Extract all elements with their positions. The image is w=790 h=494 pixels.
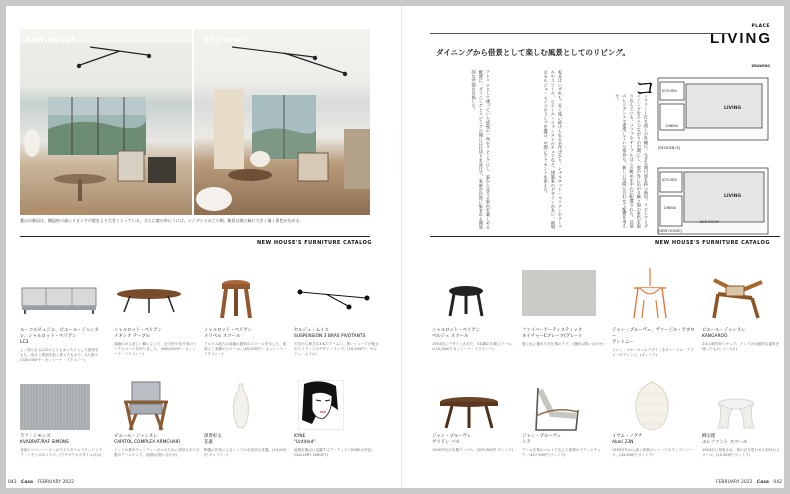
right-folio-date: FEBRUARY 2022 bbox=[715, 480, 753, 485]
right-product-6-desc: アームを革のベルトで支えた独特のラウンジチェア。(417,900円 ヴィトラ) bbox=[522, 448, 601, 457]
kangaroo-chair-image bbox=[708, 274, 766, 320]
left-product-6-desc: インドの都市チャンディーガルのために設計された木製のアームチェア。(価格お問い合わせ) bbox=[114, 448, 200, 457]
left-product-8-desc: 福岡を拠点に活躍するアーティストKYNEの作品。(GALLERY TARGET) bbox=[294, 448, 375, 457]
left-product-5-name: ラフ・シモンズ KVADRAT/RAF SIMONS bbox=[20, 434, 69, 445]
capitol-armchair-image bbox=[118, 378, 174, 432]
left-product-4-desc: 天井から伸びる3本のアームに、黒いシェードが配されたフランスのデザインランプ。(16,500円〜 セルジュ・ムイユ) bbox=[294, 342, 379, 356]
left-catalog-rule bbox=[20, 236, 370, 237]
plan-kitchen-label-1: KITCHEN bbox=[662, 89, 677, 93]
right-product-3-name: ジャン・プルーヴェ、ヴァージル・アブロー アントニー bbox=[612, 328, 695, 345]
right-product-2-desc: 強く色に優れた手仕事のラグ。(価格お問い合わせ) bbox=[522, 342, 604, 346]
lc3-sofa-image bbox=[20, 284, 98, 316]
right-product-4-name: ピエール・ジャンヌレ KANGAROO bbox=[702, 328, 746, 339]
right-product-5-name: ジャン・プルーヴェ ゲリドン バス bbox=[432, 434, 472, 445]
plan-bedroom-label: BED ROOM bbox=[700, 220, 719, 224]
left-product-6-name: ピエール・ジャンヌレ CAPITOL COMPLEX ARMCHAIR bbox=[114, 434, 181, 445]
suspension-lamp-image bbox=[296, 288, 370, 310]
antony-chair-image bbox=[630, 266, 670, 320]
mexique-table-image bbox=[114, 286, 184, 314]
vase-image bbox=[230, 382, 252, 430]
place-label: PLACE bbox=[751, 24, 770, 29]
elephant-stool-image bbox=[714, 396, 758, 430]
living-title: LIVING bbox=[709, 30, 772, 47]
right-folio bbox=[716, 480, 782, 485]
plan-newhouse-label: [NEW HOUSE] bbox=[658, 229, 682, 233]
right-folio-magazine: Casa bbox=[756, 480, 769, 485]
left-product-2-name: シャルロット・ペリアン メキシク テーブル bbox=[114, 328, 162, 339]
left-folio bbox=[8, 480, 74, 485]
plan-living-label-1: LIVING bbox=[724, 106, 742, 111]
plan-dining-label-1: DINING bbox=[666, 124, 679, 128]
kvadrat-fabric-image bbox=[20, 384, 90, 430]
drawing-label: DRAWING bbox=[751, 64, 770, 68]
right-product-7-desc: 1950年代から続く和紙のシェードのランプシリーズ。(43,800円 ヴィトラ) bbox=[612, 448, 693, 457]
gueridon-table-image bbox=[438, 396, 500, 430]
article-body-column-3: アトリエとして使っていた部屋の一角をリビングにし、窓から見える景色を楽しめる配置に。ダイニングとリビングの間には仕切りを設けず、家族が自然に集まれる開放的な空間を目指した。 bbox=[471, 70, 491, 230]
article-body-column-2: 家具はいずれも、長く使い続けられる名作ばかり。シャルロット・ペリアンのテーブルやスツール、ピエール・ジャンヌレのチェアなど、建築家のデザインが多い。照明はセルジュ・ムイユのランプを選び、空間にアクセントを添えた。 bbox=[543, 70, 563, 230]
left-product-2-desc: 曲線のある美しい脚によって、正方形や長方形のワークスペースを作りました。(580,000円〜 カッシーナ・イクスシー) bbox=[114, 342, 197, 356]
article-subtitle: ダイニングから借景として楽しむ風景としてのリビング。 bbox=[436, 48, 630, 57]
meribel-stool-image bbox=[216, 276, 256, 320]
right-product-7-name: イサム・ノグチ Akari 23N bbox=[612, 434, 643, 445]
rug-image bbox=[522, 270, 596, 316]
page-gutter bbox=[401, 6, 402, 488]
left-folio-date: FEBRUARY 2022 bbox=[37, 480, 75, 485]
photo-caption: 葉山の新居は、構造柱の高いリビングの窓をより大きくとっている。さらに窓の外にうには、レジデンスのころ柄、新居は海と緑に大きく描く景色が広がる。 bbox=[20, 218, 304, 223]
kyne-artwork-image bbox=[298, 380, 344, 430]
right-product-6-name: ジャン・プルーヴェ シテ bbox=[522, 434, 562, 445]
left-product-4-name: セルジュ・ムイユ SUSPENSION 3 BRAS PIVOTANTS bbox=[294, 328, 366, 339]
left-product-1-name: ル・コルビュジエ、ピエール・ジャンヌレ、シャルロット・ペリアン LC3 bbox=[20, 328, 99, 345]
left-page-number: 043 bbox=[8, 480, 17, 485]
new-house-scene bbox=[20, 29, 192, 215]
plan-kitchen-label-2: KITCHEN bbox=[662, 178, 677, 182]
plan-residence-label: [RESIDENCE] bbox=[658, 146, 681, 150]
right-product-4-desc: 2本の脚を持つチェア。インドの伝統的な素材を使ったもの。(シボネ) bbox=[702, 342, 780, 351]
left-product-3-desc: アルプス地方の高地の農家のスツールを写した、座面と三本脚のスツール。(85,000円〜 カッシーナ・イクスシー) bbox=[204, 342, 288, 356]
right-catalog-rule bbox=[430, 236, 780, 237]
right-product-5-desc: 1940年代の木製テーブル。(225,900円 ヴィトラ) bbox=[432, 448, 514, 452]
right-page-number: 042 bbox=[773, 480, 782, 485]
left-product-1-desc: よく知られるLC2のよりもゆったりとした座面をもち、高さと座面を低く抑えたもので、3人掛け(320,000円〜 カッシーナ・イクスシー) bbox=[20, 348, 99, 362]
right-catalog-heading: NEW HOUSE'S FURNITURE CATALOG bbox=[655, 240, 770, 246]
right-product-1-desc: 1953年にデザインされた、3本脚の木製スツール。(110,000円 カッシーナ・イクスシー) bbox=[432, 342, 515, 351]
right-product-3-desc: ジャン・プルーヴェのデザインをヴァージル・アブローがアレンジ。(ヴィトラ) bbox=[612, 348, 694, 357]
akari-lamp-image bbox=[632, 380, 672, 432]
plan-living-label-2: LIVING bbox=[724, 194, 742, 199]
magazine-spread bbox=[6, 6, 784, 488]
right-product-2-name: ファイバーアーティスティック ネイチャーCブレーク(グレー) bbox=[522, 328, 583, 339]
cite-chair-image bbox=[532, 386, 582, 432]
berger-stool-image bbox=[446, 284, 486, 318]
right-product-8-name: 柳宗理 エレファント スツール bbox=[702, 434, 748, 445]
right-product-1-name: シャルロット・ペリアン ベルジェ スツール bbox=[432, 328, 480, 339]
left-folio-magazine: Casa bbox=[21, 480, 34, 485]
article-dropcap: コ bbox=[634, 77, 657, 102]
left-product-5-desc: 北欧のコペンハーゲンのテキスタイルブランドとラフ・シモンズのコラボ。(ウチダテキスタイルほか) bbox=[20, 448, 103, 457]
article-body-column-1: ンクリート打ち放しの外観に、大きな開口部を持つ新居。リビングとダイニングをひとつながりの空間にし、窓の外に広がる緑と海の景色を取り込んでいる。ソファやテーブルはこの眺めを中心に配置された。以前のレジデンスで愛用していた家具も、新しい空間に合わせて配置を考えた。 bbox=[615, 94, 649, 229]
title-rule bbox=[430, 33, 730, 34]
new-house-photo bbox=[20, 29, 192, 215]
new-house-label: NEW HOUSE bbox=[26, 37, 77, 44]
plan-dining-label-2: DINING bbox=[664, 206, 677, 210]
left-product-7-name: 澤豊彰文 花器 bbox=[204, 434, 222, 445]
floor-plan-drawing bbox=[656, 72, 772, 240]
residence-scene bbox=[194, 29, 370, 215]
left-product-3-name: シャルロット・ペリアン メリベル スツール bbox=[204, 328, 252, 339]
left-product-8-name: KYNE "Untitled" bbox=[294, 434, 316, 445]
residence-label: RESIDENCE bbox=[204, 37, 251, 44]
right-product-8-desc: 1954年に発表され、象の足を思わせる形状のスツール。(15,400円 ヴィトラ) bbox=[702, 448, 780, 457]
left-product-7-desc: 陶器の作家によるシンプルな形状の花器。(13,000円 ギャラリー) bbox=[204, 448, 287, 457]
residence-photo bbox=[194, 29, 370, 215]
left-catalog-heading: NEW HOUSE'S FURNITURE CATALOG bbox=[257, 240, 372, 246]
